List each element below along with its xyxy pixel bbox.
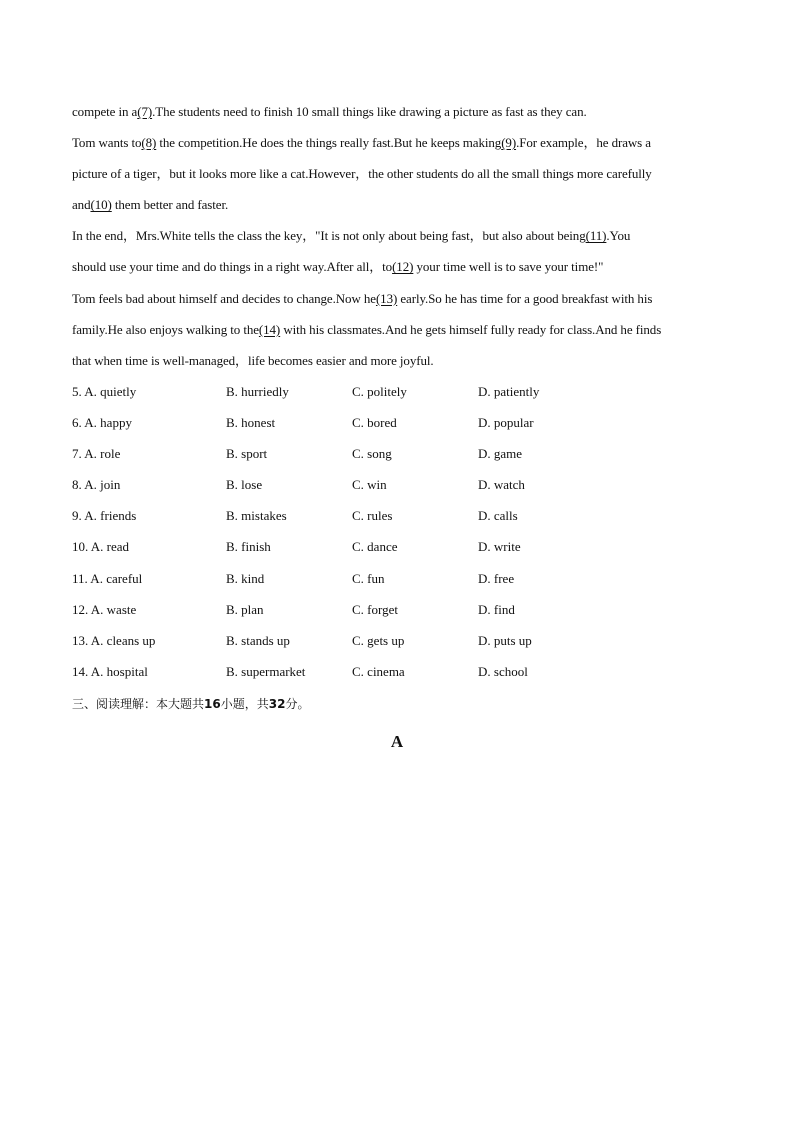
option-b: B. honest <box>226 415 276 431</box>
option-a: 7. A. role <box>72 446 121 462</box>
option-a: 8. A. join <box>72 477 121 493</box>
passage-line-4 <box>72 194 732 225</box>
passage-text: In the end，Mrs.White tells the class the key，"It is not only about being fast，but also about being <box>72 228 586 244</box>
passage-line-6 <box>72 256 732 287</box>
option-a: 5. A. quietly <box>72 384 137 399</box>
option-c: C. forget <box>352 601 398 617</box>
option-d: D. puts up <box>478 632 532 648</box>
passage-line-1 <box>72 101 732 132</box>
passage-text: them better and faster. <box>111 197 229 213</box>
section-heading <box>72 693 309 715</box>
option-b: B. kind <box>226 570 265 586</box>
passage-text: Tom feels bad about himself and decides to change.Now he <box>72 290 376 306</box>
blank-10: (10) <box>90 197 112 213</box>
question-row-10 <box>72 536 732 567</box>
option-d: D. school <box>478 663 528 679</box>
option-d: D. game <box>478 446 523 462</box>
option-c: C. dance <box>352 539 398 555</box>
passage-line-2 <box>72 132 732 163</box>
option-c: C. rules <box>352 508 393 524</box>
option-b: B. hurriedly <box>226 384 289 399</box>
passage-text: family.He also enjoys walking to the <box>72 321 259 337</box>
option-d: D. free <box>478 570 515 586</box>
passage-text: that when time is well-managed，life becomes easier and more joyful. <box>72 352 434 368</box>
option-c: C. gets up <box>352 632 405 648</box>
option-c: C. fun <box>352 570 385 586</box>
passage-text: .The students need to finish 10 small things like drawing a picture as fast as they can. <box>152 104 587 119</box>
option-d: D. calls <box>478 508 518 524</box>
passage-line-8 <box>72 319 732 350</box>
option-c: C. song <box>352 446 392 462</box>
question-row-12 <box>72 599 732 630</box>
section-suffix: 分。 <box>285 697 310 711</box>
blank-8: (8) <box>141 135 157 151</box>
passage-line-9 <box>72 350 732 381</box>
option-a: 6. A. happy <box>72 415 132 431</box>
option-d: D. watch <box>478 477 525 493</box>
option-c: C. win <box>352 477 387 493</box>
blank-11: (11) <box>585 228 607 244</box>
question-row-9 <box>72 505 732 536</box>
option-c: C. bored <box>352 415 397 431</box>
option-a: 12. A. waste <box>72 601 137 617</box>
passage-text: early.So he has time for a good breakfast with his <box>397 290 653 306</box>
question-row-8 <box>72 474 732 505</box>
option-d: D. write <box>478 539 521 555</box>
blank-13: (13) <box>375 290 398 306</box>
option-b: B. plan <box>226 601 264 617</box>
question-row-13 <box>72 630 732 661</box>
passage-text: and <box>72 197 91 213</box>
option-b: B. mistakes <box>226 508 287 524</box>
question-row-5 <box>72 381 732 412</box>
option-d: D. patiently <box>478 384 540 399</box>
option-d: D. find <box>478 601 515 617</box>
option-b: B. lose <box>226 477 263 493</box>
option-b: B. supermarket <box>226 663 306 679</box>
score-total: 32 <box>268 697 286 711</box>
option-d: D. popular <box>478 415 534 431</box>
passage-line-5 <box>72 225 732 256</box>
part-label: A <box>390 732 404 751</box>
question-row-7 <box>72 443 732 474</box>
option-b: B. stands up <box>226 632 290 648</box>
section-mid: 小题，共 <box>220 697 269 711</box>
passage-text: .You <box>606 228 631 244</box>
passage-text: with his classmates.And he gets himself fully ready for class.And he finds <box>280 321 662 337</box>
passage-text: .For example，he draws a <box>516 135 651 151</box>
option-c: C. politely <box>352 384 407 399</box>
passage-text: Tom wants to <box>72 135 142 151</box>
question-row-6 <box>72 412 732 443</box>
section-prefix: 三、阅读理解：本大题共 <box>72 697 205 711</box>
question-row-11 <box>72 568 732 599</box>
option-a: 9. A. friends <box>72 508 137 524</box>
passage-line-3 <box>72 163 732 194</box>
option-a: 10. A. read <box>72 539 130 555</box>
passage-text: compete in a <box>72 104 138 119</box>
cloze-passage <box>72 101 732 381</box>
option-a: 13. A. cleans up <box>72 632 156 648</box>
answer-options <box>72 381 732 692</box>
blank-12: (12) <box>392 259 414 275</box>
passage-line-7 <box>72 288 732 319</box>
question-count: 16 <box>204 697 221 711</box>
question-row-14 <box>72 661 732 692</box>
option-a: 11. A. careful <box>72 570 143 586</box>
passage-text: your time well is to save your time!" <box>413 259 604 275</box>
option-b: B. finish <box>226 539 271 555</box>
option-a: 14. A. hospital <box>72 663 148 679</box>
blank-9: (9) <box>501 135 517 151</box>
passage-text: the competition.He does the things really fast.But he keeps making <box>156 135 502 151</box>
passage-text: should use your time and do things in a right way.After all，to <box>72 259 393 275</box>
option-c: C. cinema <box>352 663 405 679</box>
option-b: B. sport <box>226 446 268 462</box>
blank-7: (7) <box>137 104 153 119</box>
blank-14: (14) <box>258 321 281 337</box>
passage-text: picture of a tiger，but it looks more like a cat.However，the other students do all the small things more carefully <box>72 166 652 182</box>
